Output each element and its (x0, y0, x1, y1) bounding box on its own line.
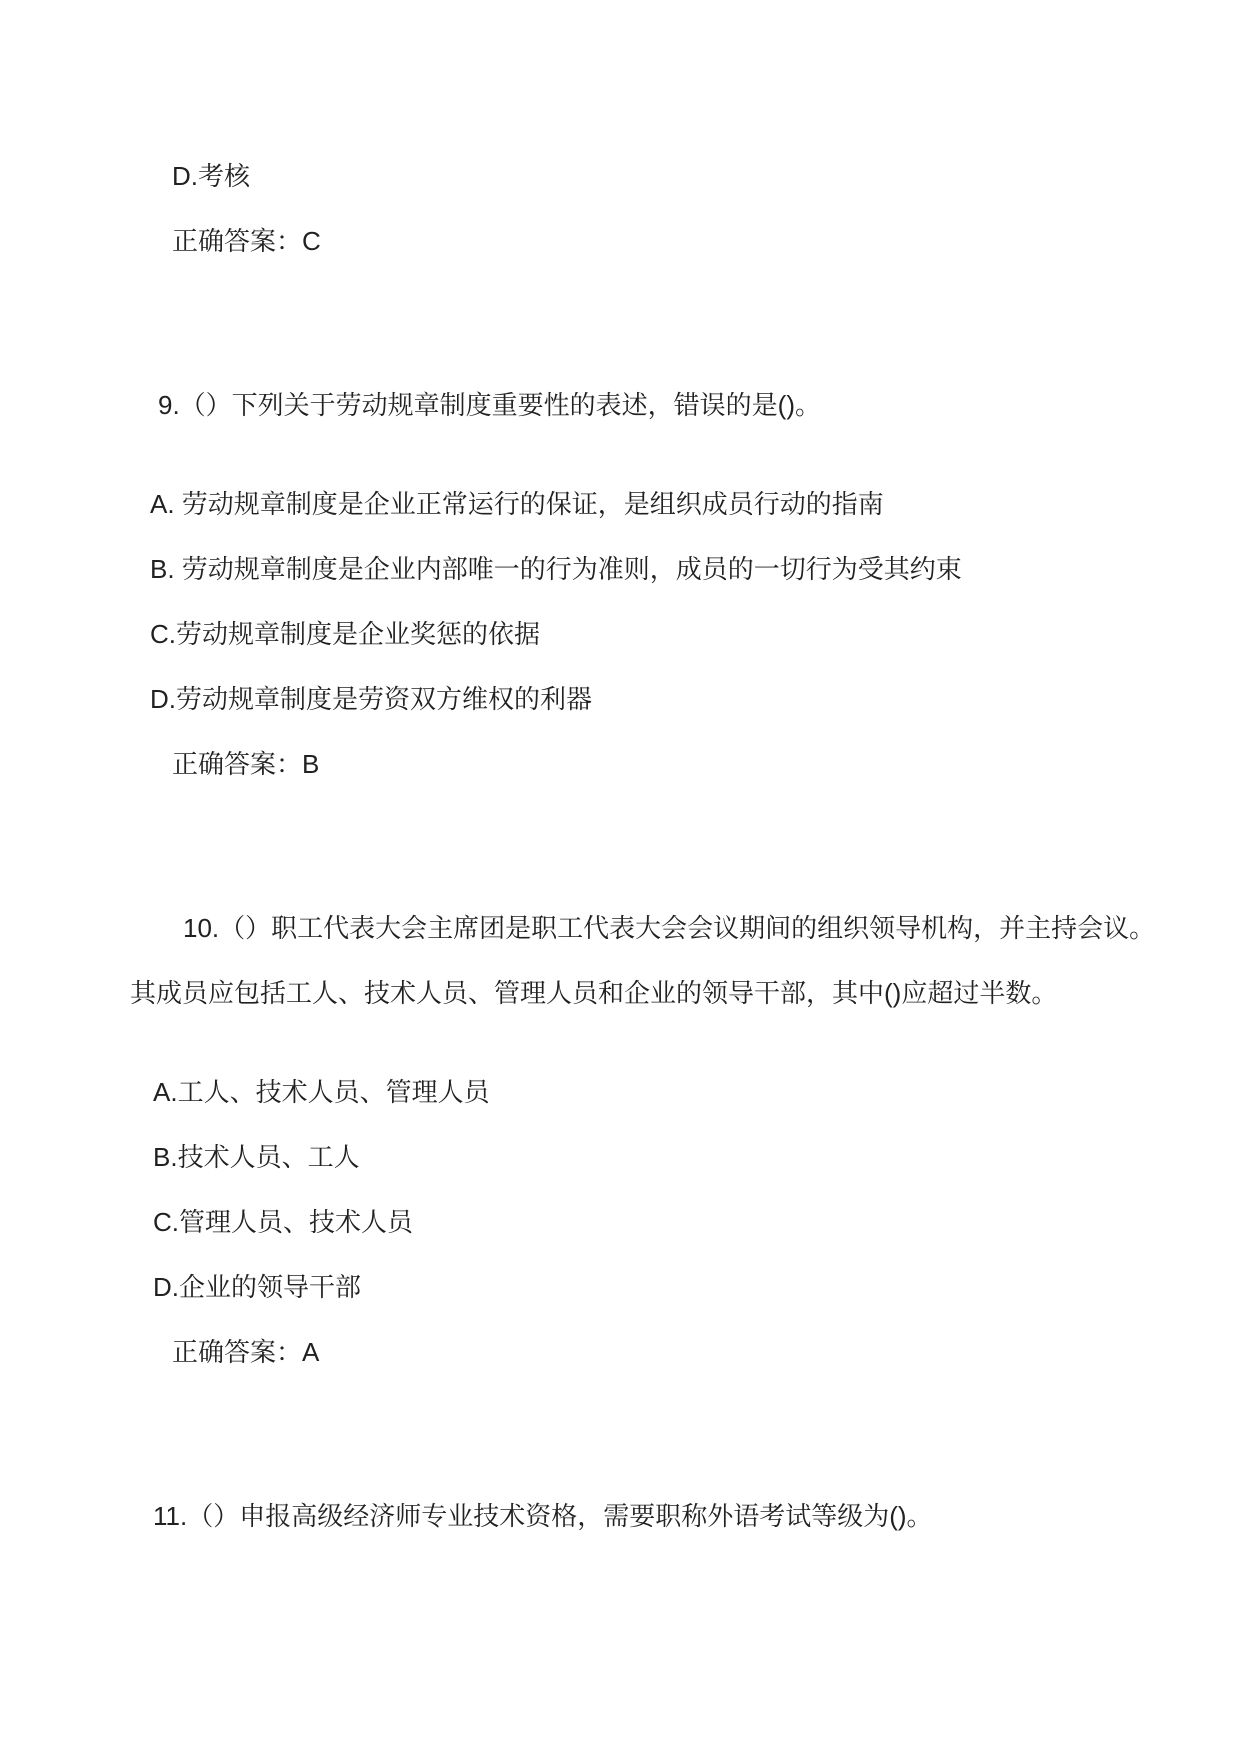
question-9 (150, 388, 1140, 781)
question-10 (130, 911, 1156, 1369)
question-10-stem-line1: 10.（）职工代表大会主席团是职工代表大会会议期间的组织领导机构，并主持会议。 (183, 913, 1156, 943)
question-10-option-d: D.企业的领导干部 (153, 1272, 362, 1302)
question-8-tail (150, 159, 1140, 258)
question-9-option-c: C.劳动规章制度是企业奖惩的依据 (150, 619, 541, 649)
question-11-stem: 11.（）申报高级经济师专业技术资格，需要职称外语考试等级为()。 (153, 1501, 933, 1531)
question-10-answer: 正确答案：A (172, 1337, 320, 1367)
question-9-option-d: D.劳动规章制度是劳资双方维权的利器 (150, 684, 593, 714)
question-8-answer: 正确答案：C (172, 226, 321, 256)
question-9-answer: 正确答案：B (172, 749, 320, 779)
question-9-option-b: B. 劳动规章制度是企业内部唯一的行为准则，成员的一切行为受其约束 (150, 554, 962, 584)
question-8-option-d: D.考核 (172, 161, 251, 191)
question-10-stem-line2: 其成员应包括工人、技术人员、管理人员和企业的领导干部，其中()应超过半数。 (130, 978, 1058, 1008)
question-9-option-a: A. 劳动规章制度是企业正常运行的保证，是组织成员行动的指南 (150, 489, 884, 519)
question-11 (150, 1499, 1140, 1533)
question-9-stem: 9.（）下列关于劳动规章制度重要性的表述，错误的是()。 (158, 390, 822, 420)
question-10-option-c: C.管理人员、技术人员 (153, 1207, 414, 1237)
question-10-option-a: A.工人、技术人员、管理人员 (153, 1077, 490, 1107)
question-10-option-b: B.技术人员、工人 (153, 1142, 360, 1172)
